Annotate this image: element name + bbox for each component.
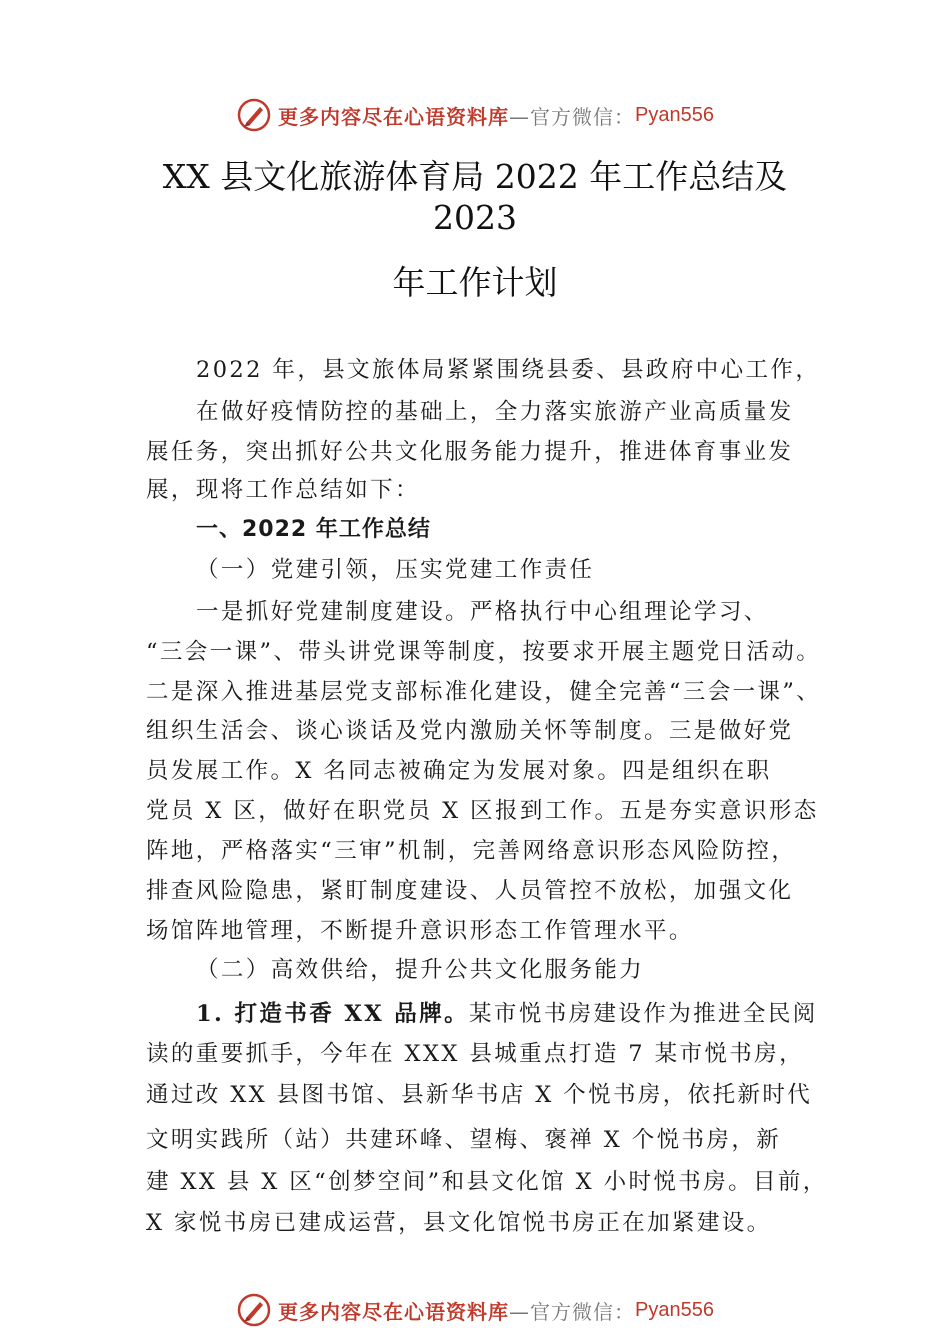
paragraph-line: 阵地，严格落实“三审”机制，完善网络意识形态风险防控，: [146, 838, 797, 864]
banner-main-text: 更多内容尽在心语资料库: [278, 104, 510, 129]
paragraph-line: 展任务，突出抓好公共文化服务能力提升，推进体育事业发: [146, 439, 794, 465]
pen-logo-icon: [236, 1292, 272, 1328]
item-text: 某市悦书房建设作为推进全民阅: [469, 1001, 818, 1027]
paragraph-line: 文明实践所（站）共建环峰、望梅、褒禅 X 个悦书房，新: [146, 1127, 782, 1153]
section-heading: 一、2022 年工作总结: [196, 517, 431, 542]
paragraph-line: 组织生活会、谈心谈话及党内激励关怀等制度。三是做好党: [146, 718, 794, 744]
paragraph-line: 展，现将工作总结如下：: [146, 477, 420, 503]
document-title-line-1: XX 县文化旅游体育局 2022 年工作总结及: [162, 157, 788, 196]
paragraph-line: 一是抓好党建制度建设。严格执行中心组理论学习、: [196, 599, 769, 625]
paragraph-line: 员发展工作。X 名同志被确定为发展对象。四是组织在职: [146, 758, 772, 784]
paragraph-line: 在做好疫情防控的基础上，全力落实旅游产业高质量发: [196, 399, 794, 425]
subsection-heading: （二）高效供给，提升公共文化服务能力: [196, 957, 645, 983]
paragraph-line: 建 XX 县 X 区“创梦空间”和县文化馆 X 小时悦书房。目前，: [146, 1169, 828, 1195]
banner-main-text: 更多内容尽在心语资料库: [278, 1299, 510, 1324]
paragraph-line: 2022 年，县文旅体局紧紧围绕县委、县政府中心工作，: [196, 357, 821, 383]
footer-watermark-banner: [0, 1290, 950, 1330]
paragraph-line: X 家悦书房已建成运营，县文化馆悦书房正在加紧建设。: [146, 1210, 772, 1236]
paragraph-line: “三会一课”、带头讲党课等制度，按要求开展主题党日活动。: [146, 639, 822, 665]
paragraph-line: 读的重要抓手，今年在 XXX 县城重点打造 7 某市悦书房，: [146, 1041, 804, 1067]
pen-logo-icon: [236, 97, 272, 133]
paragraph-line: 通过改 XX 县图书馆、县新华书店 X 个悦书房，依托新时代: [146, 1082, 813, 1108]
paragraph-line: 党员 X 区，做好在职党员 X 区报到工作。五是夯实意识形态: [146, 798, 819, 824]
item-lead-text: 1. 打造书香 XX 品牌。: [196, 1001, 470, 1027]
paragraph-line: 场馆阵地管理，不断提升意识形态工作管理水平。: [146, 918, 694, 944]
paragraph-line: [196, 994, 864, 1034]
banner-wechat-id: Pyan556: [635, 103, 714, 126]
document-title-line-2: 2023: [433, 198, 517, 237]
document-title-line-3: 年工作计划: [392, 263, 558, 302]
paragraph-line: 排查风险隐患，紧盯制度建设、人员管控不放松，加强文化: [146, 878, 794, 904]
paragraph-line: 二是深入推进基层党支部标准化建设，健全完善“三会一课”、: [146, 679, 822, 705]
subsection-heading: （一）党建引领，压实党建工作责任: [196, 557, 595, 583]
banner-sub-text: —官方微信：: [509, 1299, 636, 1324]
banner-sub-text: —官方微信：: [509, 104, 636, 129]
header-watermark-banner: [0, 95, 950, 135]
banner-wechat-id: Pyan556: [635, 1298, 714, 1321]
